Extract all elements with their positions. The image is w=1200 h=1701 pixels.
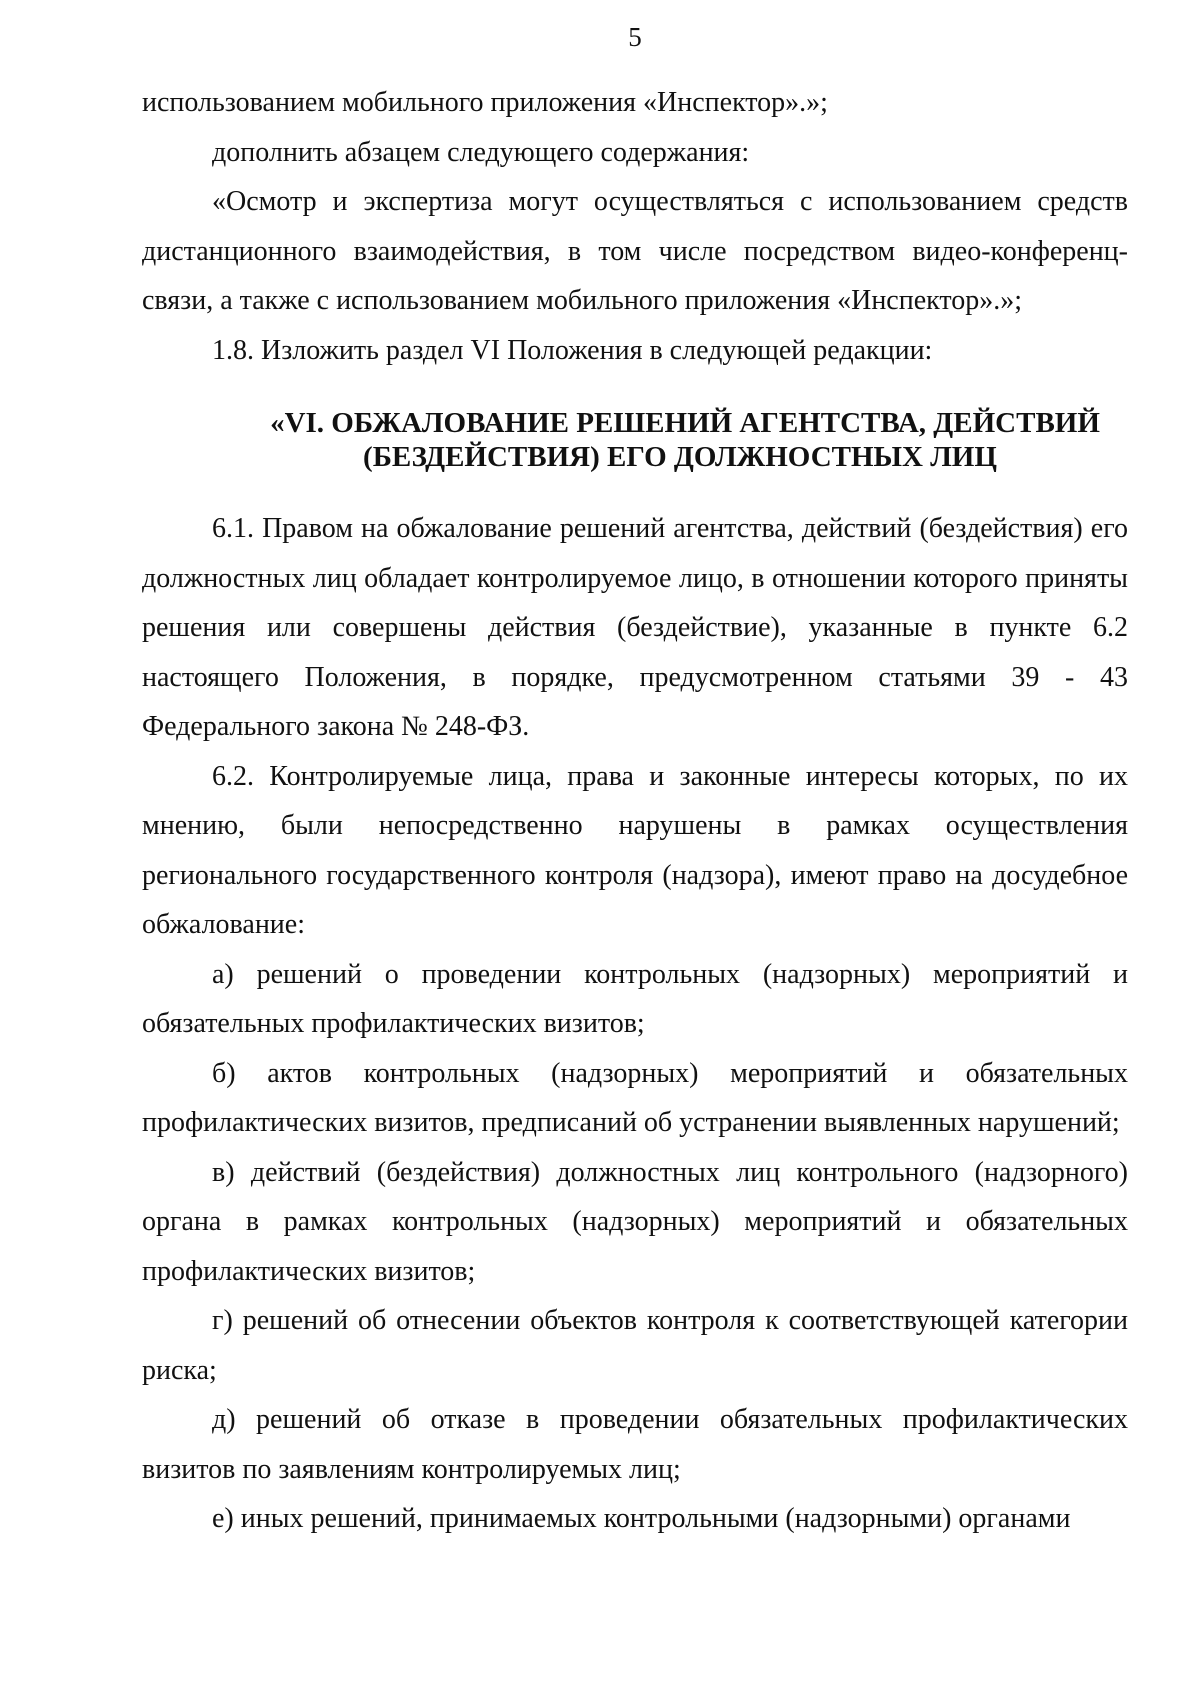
- list-item-b: б) актов контрольных (надзорных) мероприятий и обязательных профилактических визитов, предписаний об устранении выявленных нарушений;: [142, 1057, 1128, 1138]
- page-number: 5: [628, 22, 642, 52]
- list-item-a: а) решений о проведении контрольных (надзорных) мероприятий и обязательных профилактических визитов;: [142, 958, 1128, 1039]
- section-heading-line: (БЕЗДЕЙСТВИЯ) ЕГО ДОЛЖНОСТНЫХ ЛИЦ: [363, 441, 997, 473]
- paragraph: дополнить абзацем следующего содержания:: [212, 136, 750, 168]
- paragraph: «Осмотр и экспертиза могут осуществляться с использованием средств дистанционного взаимодействия, в том числе посредством видео-конференц-связи, а также с использованием мобильного приложения «Инспектор».»;: [142, 186, 1128, 316]
- section-heading-line: «VI. ОБЖАЛОВАНИЕ РЕШЕНИЙ АГЕНТСТВА, ДЕЙСТВИЙ: [270, 407, 1100, 439]
- document-body: [142, 78, 1128, 1544]
- paragraph-6-2: 6.2. Контролируемые лица, права и законные интересы которых, по их мнению, были непосредственно нарушены в рамках осуществления регионального государственного контроля (надзора), имеют право на досудебное обжалование:: [142, 760, 1128, 940]
- paragraph-6-1: 6.1. Правом на обжалование решений агентства, действий (бездействия) его должностных лиц обладает контролируемое лицо, в отношении которого приняты решения или совершены действия (бездействие), указанные в пункте 6.2 настоящего Положения, в порядке, предусмотренном статьями 39 - 43 Федерального закона № 248-ФЗ.: [142, 513, 1128, 742]
- list-item-e: е) иных решений, принимаемых контрольными (надзорными) органами: [212, 1503, 1071, 1534]
- paragraph: использованием мобильного приложения «Инспектор».»;: [142, 87, 828, 118]
- list-item-v: в) действий (бездействия) должностных лиц контрольного (надзорного) органа в рамках контрольных (надзорных) мероприятий и обязательных профилактических визитов;: [142, 1156, 1128, 1287]
- section-heading: [142, 406, 1128, 474]
- list-item-d: д) решений об отказе в проведении обязательных профилактических визитов по заявлениям контролируемых лиц;: [142, 1404, 1128, 1485]
- list-item-g: г) решений об отнесении объектов контроля к соответствующей категории риска;: [142, 1305, 1128, 1386]
- paragraph: 1.8. Изложить раздел VI Положения в следующей редакции:: [212, 334, 933, 366]
